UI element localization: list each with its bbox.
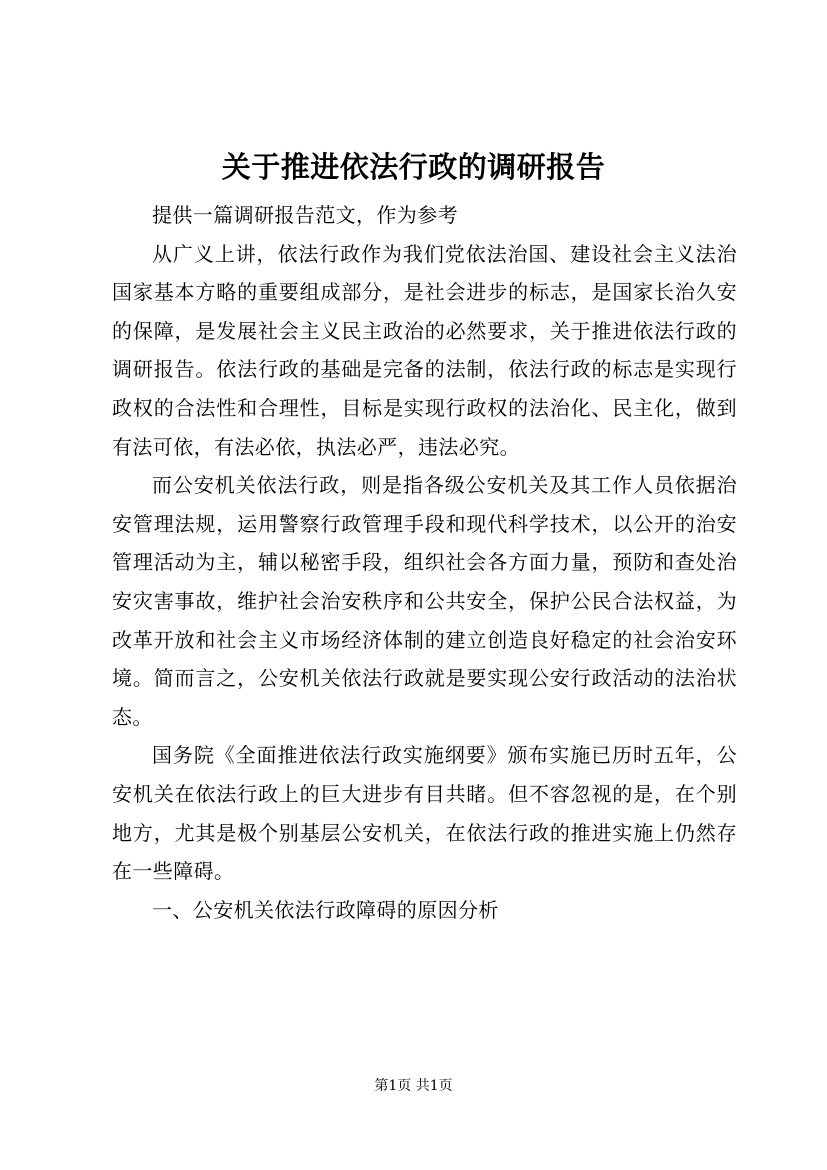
document-title: 关于推进依法行政的调研报告 [221,150,606,184]
document-body [112,196,737,929]
paragraph-intro: 提供一篇调研报告范文，作为参考 [152,203,458,227]
page-footer: 第1页 共1页 [374,1078,453,1094]
section-heading-1: 一、公安机关依法行政障碍的原因分析 [152,897,499,922]
paragraph-3: 国务院《全面推进依法行政实施纲要》颁布实施已历时五年，公安机关在依法行政上的巨大进步有目共睹。但不容忽视的是，在个别地方，尤其是极个别基层公安机关，在依法行政的推进实施上仍然存在一些障碍。 [112,743,737,884]
paragraph-1: 从广义上讲，依法行政作为我们党依法治国、建设社会主义法治国家基本方略的重要组成部分，是社会进步的标志，是国家长治久安的保障，是发展社会主义民主政治的必然要求，关于推进依法行政的调研报告。依法行政的基础是完备的法制，依法行政的标志是实现行政权的合法性和合理性，目标是实现行政权的法治化、民主化，做到有法可依，有法必依，执法必严，违法必究。 [112,241,737,459]
paragraph-2: 而公安机关依法行政，则是指各级公安机关及其工作人员依据治安管理法规，运用警察行政管理手段和现代科学技术，以公开的治安管理活动为主，辅以秘密手段，组织社会各方面力量，预防和查处治安灾害事故，维护社会治安秩序和公共安全，保护公民合法权益，为改革开放和社会主义市场经济体制的建立创造良好稳定的社会治安环境。简而言之，公安机关依法行政就是要实现公安行政活动的法治状态。 [112,473,737,729]
